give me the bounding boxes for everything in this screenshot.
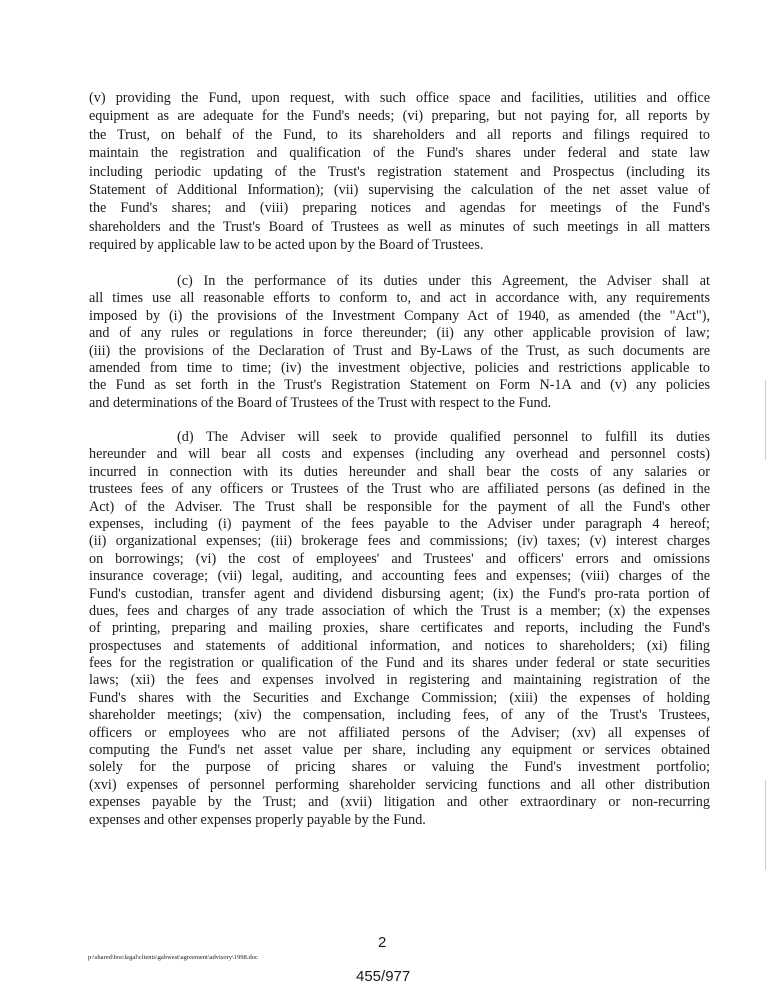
text-line: shareholders and the Trust's Board of Trustees as well as minutes of such meetings in all matters bbox=[89, 218, 710, 235]
text-line: the Fund as set forth in the Trust's Registration Statement on Form N-1A and (v) any policies bbox=[89, 377, 710, 394]
text-line: on borrowings; (vi) the cost of employees' and Trustees' and officers' errors and omissions bbox=[89, 550, 710, 567]
text-line: and of any rules or regulations in force thereunder; (ii) any other applicable provision of law; bbox=[89, 325, 710, 342]
text-line: Statement of Additional Information); (vii) supervising the calculation of the net asset value of bbox=[89, 181, 710, 198]
text-line: shareholder meetings; (xiv) the compensation, including fees, of any of the Trust's Trustees, bbox=[89, 707, 710, 724]
text-line: of printing, preparing and mailing proxies, share certificates and reports, including the Fund's bbox=[89, 620, 710, 637]
paragraph-services bbox=[89, 89, 710, 255]
text-line: (v) providing the Fund, upon request, with such office space and facilities, utilities and office bbox=[89, 90, 710, 106]
text-line: expenses and other expenses properly payable by the Fund. bbox=[89, 811, 426, 828]
text-line: maintain the registration and qualification of the Fund's shares under federal and state law bbox=[89, 145, 710, 162]
text-line: amended from time to time; (iv) the investment objective, policies and restrictions applicable to bbox=[89, 359, 710, 376]
text-line: laws; (xii) the fees and expenses involved in registering and maintaining registration of the bbox=[89, 672, 710, 689]
text-line: officers or employees who are not affiliated persons of the Adviser; (xv) all expenses of bbox=[89, 724, 710, 741]
text-line: equipment as are adequate for the Fund's needs; (vi) preparing, but not paying for, all reports by bbox=[89, 108, 710, 125]
text-line: solely for the purpose of pricing shares or valuing the Fund's investment portfolio; bbox=[89, 759, 710, 776]
text-line: including periodic updating of the Trust's registration statement and Prospectus (including its bbox=[89, 163, 710, 180]
page-counter: 455/977 bbox=[356, 968, 411, 985]
text-line: (d) The Adviser will seek to provide qualified personnel to fulfill its duties bbox=[177, 429, 710, 445]
text-line: Fund's custodian, transfer agent and dividend disbursing agent; (ix) the Fund's pro-rata portion of bbox=[89, 585, 710, 602]
text-line: and determinations of the Board of Trustees of the Trust with respect to the Fund. bbox=[89, 394, 552, 411]
text-line: Act) of the Adviser. The Trust shall be responsible for the payment of all the Fund's other bbox=[89, 498, 710, 515]
text-line: the Fund's shares; and (viii) preparing notices and agendas for meetings of the Fund's bbox=[89, 200, 710, 217]
text-line: hereunder and will bear all costs and expenses (including any overhead and personnel costs) bbox=[89, 446, 710, 463]
paragraph-c-compliance bbox=[89, 273, 710, 412]
text-line: dues, fees and charges of any trade association of which the Trust is a member; (x) the expenses bbox=[89, 602, 710, 619]
text-line: (c) In the performance of its duties under this Agreement, the Adviser shall at bbox=[177, 273, 710, 289]
text-line: incurred in connection with its duties hereunder and shall bear the costs of any salaries or bbox=[89, 463, 710, 480]
text-line: insurance coverage; (vii) legal, auditing, and accounting fees and expenses; (viii) charges of the bbox=[89, 568, 710, 585]
text-line: computing the Fund's net asset value per share, including any equipment or services obtained bbox=[89, 742, 710, 759]
scan-edge-mark bbox=[765, 780, 766, 870]
text-line: imposed by (i) the provisions of the Investment Company Act of 1940, as amended (the "Act"), bbox=[89, 307, 710, 324]
text-line: prospectuses and statements of additional information, and notices to shareholders; (xi) filing bbox=[89, 637, 710, 654]
text-line: (ii) organizational expenses; (iii) brokerage fees and commissions; (iv) taxes; (v) interest charges bbox=[89, 533, 710, 550]
text-line: required by applicable law to be acted upon by the Board of Trustees. bbox=[89, 237, 484, 254]
file-path: p:\shared\bos\legal\clients\gabwest\agreement\advisory\1998.doc bbox=[88, 954, 258, 961]
scan-edge-mark bbox=[765, 380, 766, 460]
text-line: all times use all reasonable efforts to conform to, and act in accordance with, any requirements bbox=[89, 290, 710, 307]
text-line: expenses payable by the Trust; and (xvii) litigation and other extraordinary or non-recurring bbox=[89, 794, 710, 811]
text-line: fees for the registration or qualification of the Fund and its shares under federal or state securities bbox=[89, 655, 710, 672]
text-line: trustees fees of any officers or Trustees of the Trust who are affiliated persons (as defined in the bbox=[89, 481, 710, 498]
text-line: (xvi) expenses of personnel performing shareholder servicing functions and all other distribution bbox=[89, 776, 710, 793]
page-number: 2 bbox=[378, 934, 387, 951]
text-line: the Trust, on behalf of the Fund, to its shareholders and all reports and filings required to bbox=[89, 126, 710, 143]
paragraph-d-expenses bbox=[89, 429, 710, 829]
text-line: expenses, including (i) payment of the fees payable to the Adviser under paragraph 4 hereof; bbox=[89, 515, 710, 532]
text-line: Fund's shares with the Securities and Exchange Commission; (xiii) the expenses of holding bbox=[89, 689, 710, 706]
text-line: (iii) the provisions of the Declaration of Trust and By-Laws of the Trust, as such documents are bbox=[89, 342, 710, 359]
